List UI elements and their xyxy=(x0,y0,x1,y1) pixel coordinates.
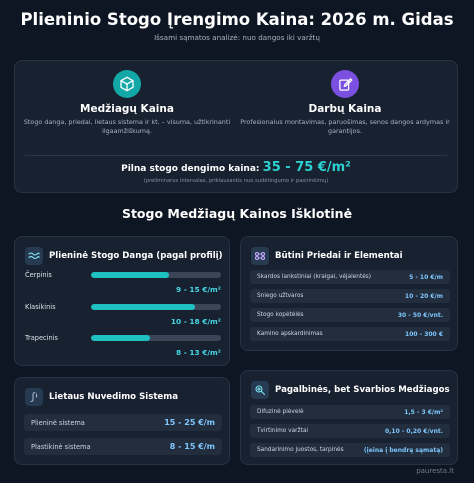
materials-description: Stogo danga, priedai, lietaus sistema ir kt. – visuma, užtikrinanti ilgaamžiškumą. xyxy=(23,118,231,135)
roofing-value-2: 8 - 13 €/m² xyxy=(176,348,221,357)
waves-icon xyxy=(28,250,40,262)
supplementary-row xyxy=(250,405,450,419)
accessories-title: Būtini Priedai ir Elementai xyxy=(275,251,403,261)
accessories-value-0: 5 - 10 €/m xyxy=(409,273,443,281)
roofing-bar-2 xyxy=(91,335,221,341)
gutter-icon xyxy=(28,391,40,403)
roofing-bar-fill-1 xyxy=(91,304,195,310)
gutters-card xyxy=(14,377,230,465)
materials-title: Medžiagų Kaina xyxy=(80,103,174,115)
watermark: pauresta.lt xyxy=(416,467,454,475)
gutters-value-0: 15 - 25 €/m xyxy=(164,418,215,427)
roofing-card xyxy=(14,236,230,366)
page-title: Plieninio Stogo Įrengimo Kaina: 2026 m. Gidas xyxy=(20,10,454,29)
labor-icon-circle xyxy=(331,70,359,98)
supplementary-label-2: Sandarinimo juostos, tarpinės xyxy=(257,447,344,453)
breakdown-title: Stogo Medžiagų Kainos Išklotinė xyxy=(121,206,353,221)
supplementary-value-1: 0,10 - 0,20 €/vnt. xyxy=(384,427,443,435)
gutters-row xyxy=(24,414,222,431)
gutters-value-1: 8 - 15 €/m xyxy=(169,442,215,451)
accessories-value-1: 10 - 20 €/m xyxy=(404,292,443,300)
accessories-row xyxy=(250,289,450,303)
gutters-title: Lietaus Nuvedimo Sistema xyxy=(49,392,179,402)
materials-icon-circle xyxy=(113,70,141,98)
supplementary-card xyxy=(240,370,458,465)
supplementary-label-1: Tvirtinimo varžtai xyxy=(257,428,309,434)
accessories-value-3: 100 - 300 € xyxy=(405,330,443,338)
roofing-bar-1 xyxy=(91,304,221,310)
roofing-title: Plieninė Stogo Danga (pagal profilį) xyxy=(49,251,223,261)
accessories-row xyxy=(250,327,450,341)
gutters-row xyxy=(24,438,222,455)
overview-panel xyxy=(14,60,458,193)
gutters-icon-box xyxy=(25,388,43,406)
roofing-bar-0 xyxy=(91,272,221,278)
labor-description: Profesionalus montavimas, paruošimas, senos dangos ardymas ir garantijos. xyxy=(240,118,450,135)
labor-title: Darbų Kaina xyxy=(308,103,382,115)
accessories-value-2: 30 - 50 €/vnt. xyxy=(397,311,443,319)
total-price xyxy=(15,160,457,175)
total-price-note: (preliminarus intervalas, priklausantis nuo sudėtingumo ir pasirinkimų) xyxy=(143,178,329,184)
accessories-label-2: Stogo kopėtėlės xyxy=(257,312,304,318)
link-icon xyxy=(254,250,266,262)
roofing-value-1: 10 - 18 €/m² xyxy=(170,317,221,326)
box-icon xyxy=(119,76,135,92)
supplementary-value-2: (įeina į bendrą sąmatą) xyxy=(363,446,443,454)
total-price-value: 35 - 75 €/m² xyxy=(262,160,351,175)
roofing-value-0: 9 - 15 €/m² xyxy=(176,285,221,294)
accessories-label-1: Sniego užtvaros xyxy=(257,293,304,299)
roofing-icon-box xyxy=(25,247,43,265)
supplementary-value-0: 1,5 - 3 €/m² xyxy=(404,408,443,416)
accessories-label-3: Kamino apskardinimas xyxy=(257,331,323,337)
supplementary-label-0: Difuzinė plėvelė xyxy=(257,409,304,415)
accessories-row xyxy=(250,308,450,322)
edit-icon xyxy=(338,77,353,92)
roofing-label-1: Klasikinis xyxy=(25,303,56,311)
page-subtitle: Išsami sąmatos analizė: nuo dangos iki varžtų xyxy=(154,33,320,42)
accessories-label-0: Skardos lankstiniai (kraigai, vėjalentės) xyxy=(257,274,372,280)
roofing-label-2: Trapecinis xyxy=(25,334,58,342)
roofing-bar-fill-2 xyxy=(91,335,150,341)
supplementary-icon-box xyxy=(251,381,269,399)
supplementary-title: Pagalbinės, bet Svarbios Medžiagos xyxy=(275,385,450,395)
accessories-icon-box xyxy=(251,247,269,265)
accessories-card xyxy=(240,236,458,351)
supplementary-row xyxy=(250,424,450,438)
gutters-label-0: Plieninė sistema xyxy=(31,418,85,427)
total-price-label: Pilna stogo dengimo kaina: xyxy=(121,164,260,174)
accessories-row xyxy=(250,270,450,284)
supplementary-row xyxy=(250,443,450,457)
gutters-label-1: Plastikinė sistema xyxy=(31,442,91,451)
magnifier-gear-icon xyxy=(254,384,266,396)
overview-divider xyxy=(25,155,447,156)
roofing-bar-fill-0 xyxy=(91,272,169,278)
roofing-label-0: Čerpinis xyxy=(25,271,52,279)
